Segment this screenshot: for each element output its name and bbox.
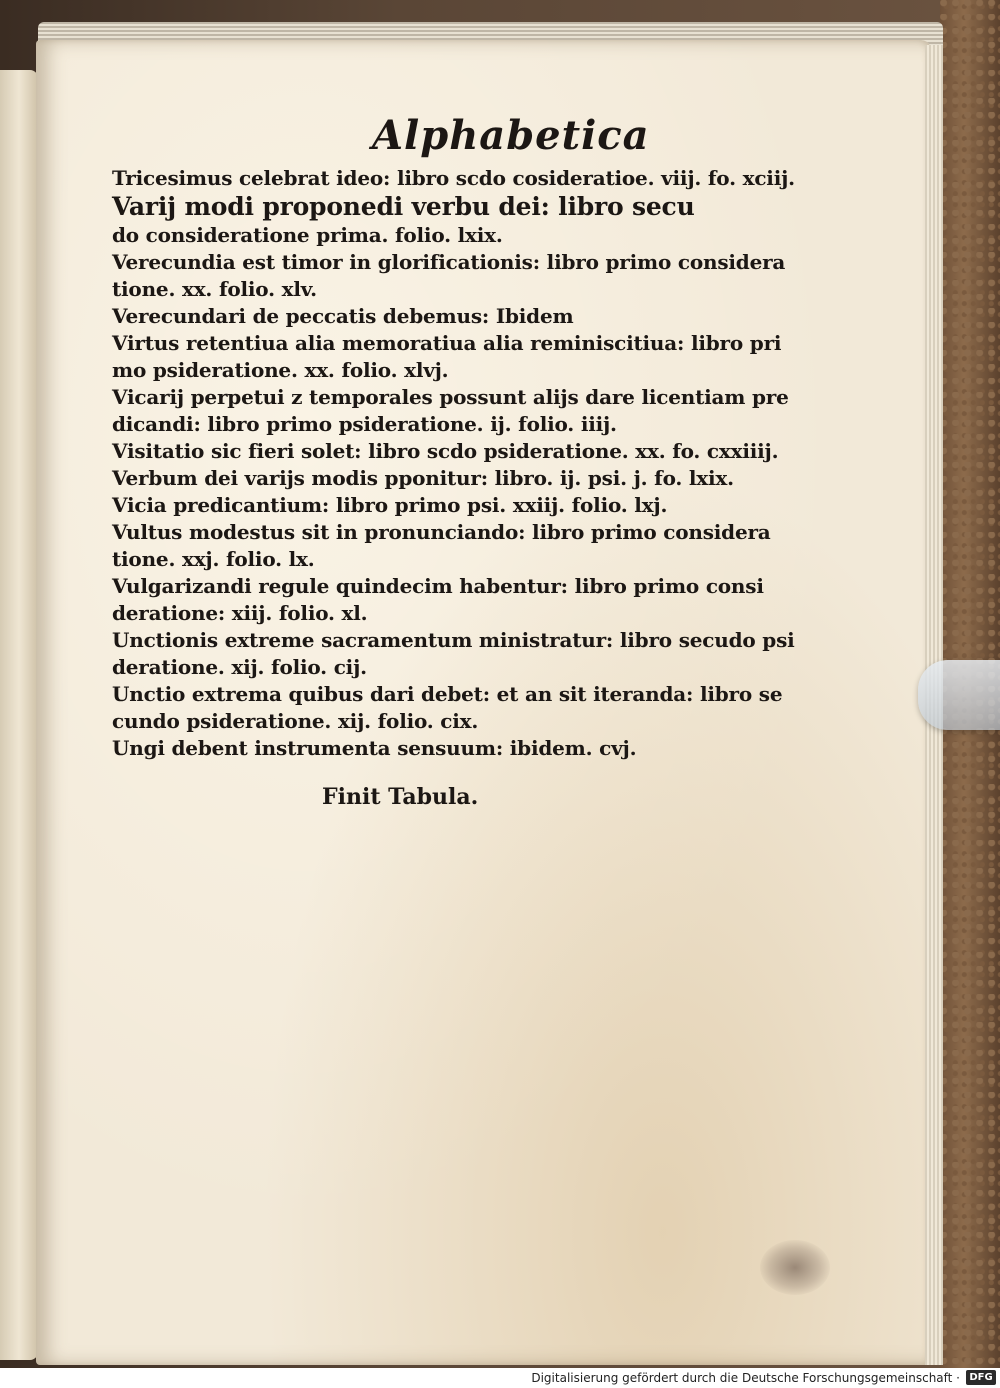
index-entry [112,465,772,492]
entry-line: Visitatio sic fieri solet: libro scdo psideratione. xx. fo. cxxiiij. [112,439,779,463]
entry-line: Verecundia est timor in glorificationis: libro primo considera [112,250,786,274]
index-entry [112,735,772,762]
index-entry [112,492,772,519]
index-entry [112,165,795,192]
entry-line: Ungi debent instrumenta sensuum: ibidem. cvj. [112,736,637,760]
index-entry [112,330,782,384]
index-entry [112,627,795,681]
entry-line: Verecundari de peccatis debemus: Ibidem [112,304,574,328]
entry-line: mo psideratione. xx. folio. xlvj. [112,358,449,382]
entry-line: Vicia predicantium: libro primo psi. xxiij. folio. lxj. [112,493,668,517]
index-entry [112,519,772,573]
entry-line: Tricesimus celebrat ideo: libro scdo cosideratioe. viij. fo. xciij. [112,166,795,190]
entry-line: Vulgarizandi regule quindecim habentur: libro primo consi [112,574,764,598]
entry-line: Vultus modestus sit in pronunciando: libro primo considera [112,520,771,544]
entry-line: Vicarij perpetui z temporales possunt alijs dare licentiam pre [112,385,789,409]
index-entry [112,384,789,438]
footer-bar [0,1368,1000,1388]
entry-line: dicandi: libro primo psideratione. ij. folio. iiij. [112,412,617,436]
index-entry [112,681,783,735]
entry-line: do consideratione prima. folio. lxix. [112,223,503,247]
closing-line: Finit Tabula. [322,784,479,810]
dfg-logo: DFG [966,1370,996,1385]
index-entry [112,438,779,465]
entry-line: deratione: xiij. folio. xl. [112,601,368,625]
page-clip [918,660,1000,730]
index-entry [112,303,772,330]
entry-line: Varij modi proponedi verbu dei: libro secu [112,192,695,221]
entry-line: Verbum dei varijs modis pponitur: libro. ij. psi. j. fo. lxix. [112,466,734,490]
left-page-edge [0,70,38,1360]
index-entries [112,165,795,762]
index-entry [112,192,772,249]
entry-line: tione. xxj. folio. lx. [112,547,315,571]
ink-stain [760,1240,830,1295]
entry-line: Virtus retentiua alia memoratiua alia reminiscitiua: libro pri [112,331,782,355]
entry-line: deratione. xij. folio. cij. [112,655,367,679]
footer-credit: Digitalisierung gefördert durch die Deutsche Forschungsgemeinschaft · [531,1371,960,1385]
index-entry [112,573,772,627]
text-block [112,112,795,810]
index-entry [112,249,786,303]
entry-line: tione. xx. folio. xlv. [112,277,317,301]
entry-line: Unctionis extreme sacramentum ministratur: libro secudo psi [112,628,795,652]
entry-line: cundo psideratione. xij. folio. cix. [112,709,479,733]
page-title: Alphabetica [372,112,650,159]
entry-line: Unctio extrema quibus dari debet: et an sit iteranda: libro se [112,682,783,706]
